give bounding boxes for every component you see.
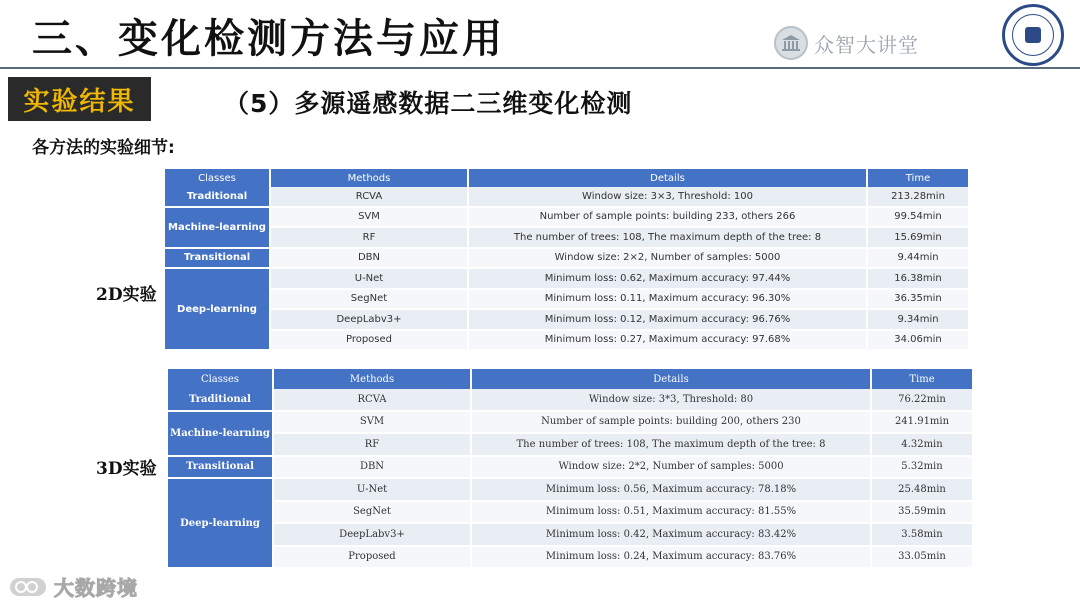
time-cell: 241.91min <box>872 412 972 435</box>
class-cell: Machine-learning <box>168 412 272 457</box>
details-cell: Minimum loss: 0.62, Maximum accuracy: 97.44% <box>469 269 866 290</box>
details-cell: Minimum loss: 0.12, Maximum accuracy: 96.76% <box>469 310 866 331</box>
brand-name: 众智大讲堂 <box>814 32 919 57</box>
time-cell: 33.05min <box>872 547 972 570</box>
details-cell: The number of trees: 108, The maximum depth of the tree: 8 <box>472 434 870 457</box>
details-cell: Minimum loss: 0.24, Maximum accuracy: 83.76% <box>472 547 870 570</box>
table-3d <box>166 369 974 569</box>
table-2d <box>163 169 970 351</box>
details-cell: Minimum loss: 0.56, Maximum accuracy: 78.18% <box>472 479 870 502</box>
chat-bubble-logo-icon <box>8 576 48 598</box>
method-cell: U-Net <box>274 479 470 502</box>
class-cell: Traditional <box>168 389 272 412</box>
details-cell: Window size: 2×2, Number of samples: 5000 <box>469 249 866 270</box>
column-header: Time <box>872 369 972 389</box>
time-cell: 76.22min <box>872 389 972 412</box>
column-header: Classes <box>165 169 269 187</box>
details-cell: Window size: 3*3, Threshold: 80 <box>472 389 870 412</box>
table-row <box>165 290 968 311</box>
method-cell: RCVA <box>271 187 467 208</box>
method-cell: RF <box>274 434 470 457</box>
details-cell: Number of sample points: building 233, others 266 <box>469 208 866 229</box>
table-row <box>168 412 972 435</box>
details-cell: The number of trees: 108, The maximum depth of the tree: 8 <box>469 228 866 249</box>
time-cell: 36.35min <box>868 290 968 311</box>
details-cell: Window size: 3×3, Threshold: 100 <box>469 187 866 208</box>
table-row <box>165 249 968 270</box>
watermark-text: 大数跨境 <box>54 576 138 600</box>
time-cell: 5.32min <box>872 457 972 480</box>
column-header: Time <box>868 169 968 187</box>
details-cell: Window size: 2*2, Number of samples: 5000 <box>472 457 870 480</box>
time-cell: 9.34min <box>868 310 968 331</box>
method-cell: RF <box>271 228 467 249</box>
table-row <box>165 310 968 331</box>
method-cell: DeepLabv3+ <box>274 524 470 547</box>
watermark <box>8 572 138 601</box>
section-tag: 实验结果 <box>8 77 151 121</box>
table-row <box>165 331 968 352</box>
details-cell: Minimum loss: 0.51, Maximum accuracy: 81.55% <box>472 502 870 525</box>
class-cell: Traditional <box>165 187 269 208</box>
time-cell: 3.58min <box>872 524 972 547</box>
table-row <box>168 457 972 480</box>
section-subtitle: 各方法的实验细节: <box>32 138 175 158</box>
time-cell: 35.59min <box>872 502 972 525</box>
section-title: （5）多源遥感数据二三维变化检测 <box>224 89 633 118</box>
time-cell: 213.28min <box>868 187 968 208</box>
table-row <box>168 389 972 412</box>
details-cell: Number of sample points: building 200, others 230 <box>472 412 870 435</box>
label-2d: 2D实验 <box>96 285 157 305</box>
time-cell: 34.06min <box>868 331 968 352</box>
method-cell: SVM <box>274 412 470 435</box>
table-row <box>168 524 972 547</box>
method-cell: DBN <box>274 457 470 480</box>
method-cell: DeepLabv3+ <box>271 310 467 331</box>
brand-logo <box>774 26 919 60</box>
method-cell: DBN <box>271 249 467 270</box>
column-header: Methods <box>274 369 470 389</box>
page-title: 三、变化检测方法与应用 <box>32 16 505 62</box>
table-row <box>165 208 968 229</box>
header-divider <box>0 67 1080 69</box>
column-header: Classes <box>168 369 272 389</box>
method-cell: U-Net <box>271 269 467 290</box>
table-row <box>165 269 968 290</box>
university-seal-icon <box>1002 4 1064 66</box>
method-cell: Proposed <box>271 331 467 352</box>
time-cell: 16.38min <box>868 269 968 290</box>
table-header-row <box>168 369 972 389</box>
details-cell: Minimum loss: 0.11, Maximum accuracy: 96.30% <box>469 290 866 311</box>
building-logo-icon <box>774 26 808 60</box>
time-cell: 15.69min <box>868 228 968 249</box>
time-cell: 9.44min <box>868 249 968 270</box>
method-cell: RCVA <box>274 389 470 412</box>
class-cell: Transitional <box>168 457 272 480</box>
table-row <box>168 547 972 570</box>
class-cell: Deep-learning <box>165 269 269 351</box>
table-row <box>168 434 972 457</box>
class-cell: Deep-learning <box>168 479 272 569</box>
time-cell: 99.54min <box>868 208 968 229</box>
table-header-row <box>165 169 968 187</box>
label-3d: 3D实验 <box>96 459 157 479</box>
time-cell: 25.48min <box>872 479 972 502</box>
table-row <box>168 479 972 502</box>
table-row <box>168 502 972 525</box>
class-cell: Machine-learning <box>165 208 269 249</box>
method-cell: Proposed <box>274 547 470 570</box>
method-cell: SegNet <box>274 502 470 525</box>
details-cell: Minimum loss: 0.27, Maximum accuracy: 97.68% <box>469 331 866 352</box>
method-cell: SegNet <box>271 290 467 311</box>
class-cell: Transitional <box>165 249 269 270</box>
time-cell: 4.32min <box>872 434 972 457</box>
column-header: Methods <box>271 169 467 187</box>
column-header: Details <box>469 169 866 187</box>
table-row <box>165 187 968 208</box>
table-row <box>165 228 968 249</box>
column-header: Details <box>472 369 870 389</box>
details-cell: Minimum loss: 0.42, Maximum accuracy: 83.42% <box>472 524 870 547</box>
method-cell: SVM <box>271 208 467 229</box>
